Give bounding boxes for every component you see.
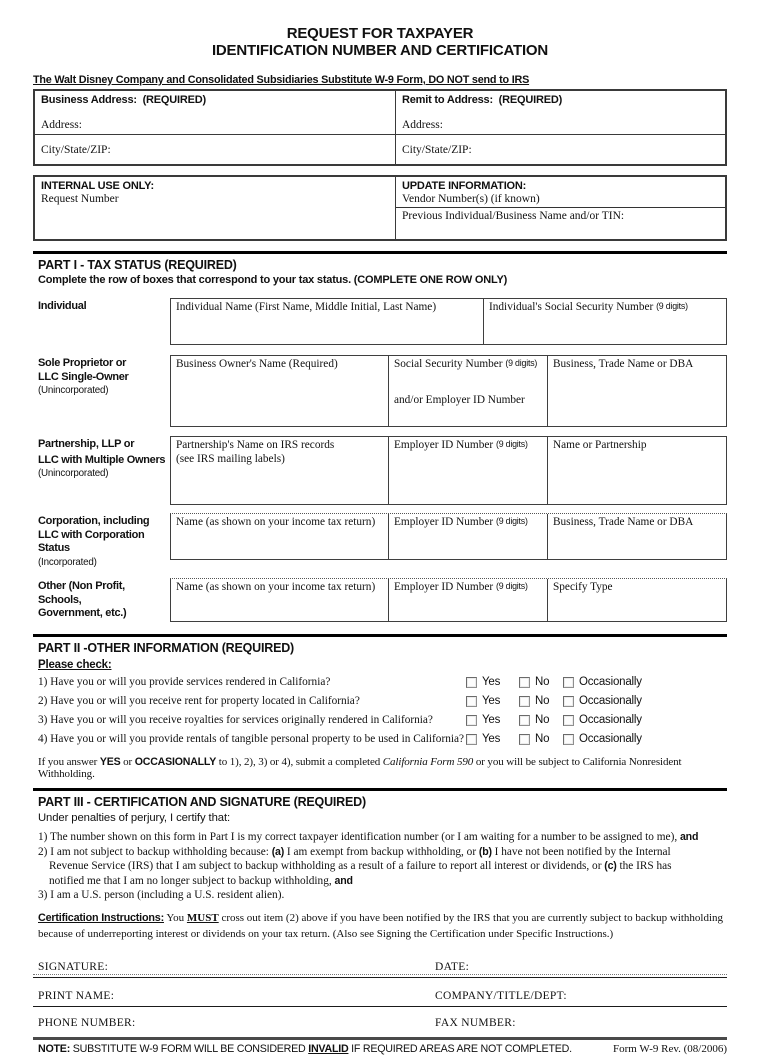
q3-occasionally-checkbox[interactable] (563, 715, 574, 726)
individual-ssn-field[interactable]: Individual's Social Security Number (9 digits) (483, 299, 726, 344)
row-label-partnership: Partnership, LLP or LLC with Multiple Owners (Unincorporated) (38, 438, 166, 479)
tax-status-row-other (33, 578, 727, 622)
request-number-field[interactable] (35, 177, 395, 239)
no-label: No (535, 695, 550, 707)
partnership-ein-field[interactable]: Employer ID Number (9 digits) (388, 437, 547, 504)
occasionally-label: Occasionally (579, 676, 642, 688)
row-label-other: Other (Non Profit, Schools, Government, etc.) (38, 580, 127, 619)
other-specify-type-field[interactable]: Specify Type (547, 579, 726, 621)
phone-number-row (33, 1007, 727, 1033)
row-label-individual: Individual (38, 300, 87, 312)
part2-divider (33, 634, 727, 637)
request-number-label: Request Number (41, 193, 119, 205)
row-label-sole-proprietor: Sole Proprietor or LLC Single-Owner (Unincorporated) (38, 357, 129, 396)
q2-no-checkbox[interactable] (519, 696, 530, 707)
remit-address-heading: Remit to Address: (REQUIRED) (402, 94, 563, 106)
other-row-table (170, 578, 727, 622)
note-divider (33, 1037, 727, 1040)
digits-note: (9 digits) (495, 516, 528, 526)
q1-yes-checkbox[interactable] (466, 677, 477, 688)
yes-label: Yes (482, 695, 501, 707)
yes-label: Yes (482, 676, 501, 688)
question-3-text: 3) Have you or will you receive royalties for services originally rendered in California? (38, 714, 433, 726)
business-address-field[interactable] (35, 91, 395, 134)
part2-heading: PART II -OTHER INFORMATION (REQUIRED) (38, 641, 295, 655)
sole-proprietor-ssn-field[interactable]: Social Security Number (9 digits) and/or Employer ID Number (388, 356, 547, 426)
sole-proprietor-row-table (170, 355, 727, 427)
remit-address-label: Address: (402, 119, 443, 131)
corporation-dba-field[interactable]: Business, Trade Name or DBA (547, 514, 726, 559)
no-label: No (535, 733, 550, 745)
q2-occasionally-checkbox[interactable] (563, 696, 574, 707)
q4-yes-checkbox[interactable] (466, 734, 477, 745)
remit-address-field[interactable] (395, 91, 725, 134)
digits-note: (9 digits) (495, 581, 528, 591)
other-ein-field[interactable]: Employer ID Number (9 digits) (388, 579, 547, 621)
footer-note: NOTE: SUBSTITUTE W-9 FORM WILL BE CONSIDERED INVALID IF REQUIRED AREAS ARE NOT COMPLETED. (38, 1042, 572, 1055)
sole-proprietor-dba-field[interactable]: Business, Trade Name or DBA (547, 356, 726, 426)
yes-label: Yes (482, 714, 501, 726)
certify-item-1: 1) The number shown on this form in Part I is my correct taxpayer identification number (or I am waiting for a number to be assigned to me), and (38, 831, 699, 843)
question-1-options (466, 676, 642, 688)
row-label-corporation: Corporation, including LLC with Corporation Status (Incorporated) (38, 515, 150, 568)
internal-use-heading: INTERNAL USE ONLY: (41, 180, 154, 192)
part2-footer-note: If you answer YES or OCCASIONALLY to 1), 2), 3) or 4), submit a completed California Form 590 or you will be subject to California Nonresident Withholding. (38, 756, 682, 780)
internal-use-box (33, 175, 727, 241)
individual-row-table (170, 298, 727, 345)
question-1-text: 1) Have you or will you provide services rendered in California? (38, 676, 331, 688)
tax-status-row-partnership (33, 436, 727, 505)
signature-row (33, 949, 727, 978)
certify-item-2: 2) I am not subject to backup withholding because: (a) I am exempt from backup withholding, or (b) I have not been notified by the Internal Revenue Service (IRS) that I am subject to backup withholding as a result of a failure to report all interest or dividends, or (c) the IRS has notified me that I am no longer subject to backup withholding, and (38, 845, 672, 887)
tax-status-row-sole-proprietor (33, 355, 727, 427)
part3-heading: PART III - CERTIFICATION AND SIGNATURE (REQUIRED) (38, 795, 366, 809)
yes-label: Yes (482, 733, 501, 745)
remit-city-field[interactable]: City/State/ZIP: (395, 134, 725, 164)
no-label: No (535, 714, 550, 726)
part1-instruction: Complete the row of boxes that correspond to your tax status. (COMPLETE ONE ROW ONLY) (38, 274, 508, 286)
certification-instructions: Certification Instructions: You MUST cross out item (2) above if you have been notified by the IRS that you are currently subject to backup withholding because of underreporting interest or dividends on your tax return. (Also see Signing the Certification under Specific Instructions.) (38, 911, 724, 940)
question-row-2 (33, 695, 727, 711)
phone-number-field[interactable]: PHONE NUMBER: (38, 1016, 136, 1029)
corporation-name-field[interactable]: Name (as shown on your income tax return) (176, 516, 376, 528)
fax-number-field[interactable]: FAX NUMBER: (435, 1016, 516, 1029)
part3-divider (33, 788, 727, 791)
question-4-options (466, 733, 642, 745)
signature-field[interactable]: SIGNATURE: (38, 960, 109, 973)
page-title (33, 25, 727, 59)
title-line-1: REQUEST FOR TAXPAYER (286, 25, 474, 42)
business-address-heading: Business Address: (REQUIRED) (41, 94, 206, 106)
update-information-cell (395, 177, 725, 239)
please-check-label: Please check: (38, 659, 112, 671)
address-box (33, 89, 727, 166)
digits-note: (9 digits) (505, 358, 538, 368)
print-name-field[interactable]: PRINT NAME: (38, 989, 115, 1002)
form-revision-label: Form W-9 Rev. (08/2006) (613, 1042, 727, 1055)
form-subtitle: The Walt Disney Company and Consolidated Subsidiaries Substitute W-9 Form, DO NOT send to IRS (33, 74, 530, 86)
date-field[interactable]: DATE: (435, 960, 470, 973)
corporation-row-table (170, 513, 727, 560)
part1-divider (33, 251, 727, 254)
q4-occasionally-checkbox[interactable] (563, 734, 574, 745)
perjury-intro: Under penalties of perjury, I certify that: (38, 812, 231, 824)
tax-status-row-corporation (33, 513, 727, 569)
occasionally-label: Occasionally (579, 714, 642, 726)
other-name-field[interactable]: Name (as shown on your income tax return) (176, 581, 376, 593)
question-row-3 (33, 714, 727, 730)
question-2-options (466, 695, 642, 707)
w9-form-page (33, 25, 727, 1055)
partnership-row-table (170, 436, 727, 505)
q2-yes-checkbox[interactable] (466, 696, 477, 707)
update-information-heading: UPDATE INFORMATION: (402, 180, 527, 192)
title-line-2: IDENTIFICATION NUMBER AND CERTIFICATION (211, 42, 549, 59)
certify-item-3: 3) I am a U.S. person (including a U.S. resident alien). (38, 889, 285, 901)
question-4-text: 4) Have you or will you provide rentals of tangible personal property to be used in California? (38, 733, 465, 745)
q1-no-checkbox[interactable] (519, 677, 530, 688)
individual-name-field[interactable]: Individual Name (First Name, Middle Initial, Last Name) (176, 301, 437, 313)
q1-occasionally-checkbox[interactable] (563, 677, 574, 688)
corporation-ein-field[interactable]: Employer ID Number (9 digits) (388, 514, 547, 559)
question-row-4 (33, 733, 727, 749)
print-name-row (33, 978, 727, 1007)
company-title-dept-field[interactable]: COMPANY/TITLE/DEPT: (435, 989, 567, 1002)
vendor-number-field[interactable]: Vendor Number(s) (if known) (396, 192, 725, 208)
business-owner-name-field[interactable]: Business Owner's Name (Required) (176, 358, 338, 370)
question-2-text: 2) Have you or will you receive rent for property located in California? (38, 695, 360, 707)
question-row-1 (33, 676, 727, 692)
digits-note: (9 digits) (495, 439, 528, 449)
q3-no-checkbox[interactable] (519, 715, 530, 726)
occasionally-label: Occasionally (579, 733, 642, 745)
q3-yes-checkbox[interactable] (466, 715, 477, 726)
no-label: No (535, 676, 550, 688)
tax-status-row-individual (33, 298, 727, 345)
footer-note-row (33, 1043, 727, 1055)
part1-heading: PART I - TAX STATUS (REQUIRED) (38, 258, 237, 272)
digits-note: (9 digits) (656, 301, 688, 311)
business-address-label: Address: (41, 119, 82, 131)
q4-no-checkbox[interactable] (519, 734, 530, 745)
occasionally-label: Occasionally (579, 695, 642, 707)
previous-name-field[interactable]: Previous Individual/Business Name and/or TIN: (402, 210, 625, 222)
business-city-field[interactable]: City/State/ZIP: (35, 134, 395, 164)
partnership-name-field[interactable]: Partnership's Name on IRS records (see IRS mailing labels) (176, 439, 335, 465)
question-3-options (466, 714, 642, 726)
partnership-dba-field[interactable]: Name or Partnership (547, 437, 726, 504)
